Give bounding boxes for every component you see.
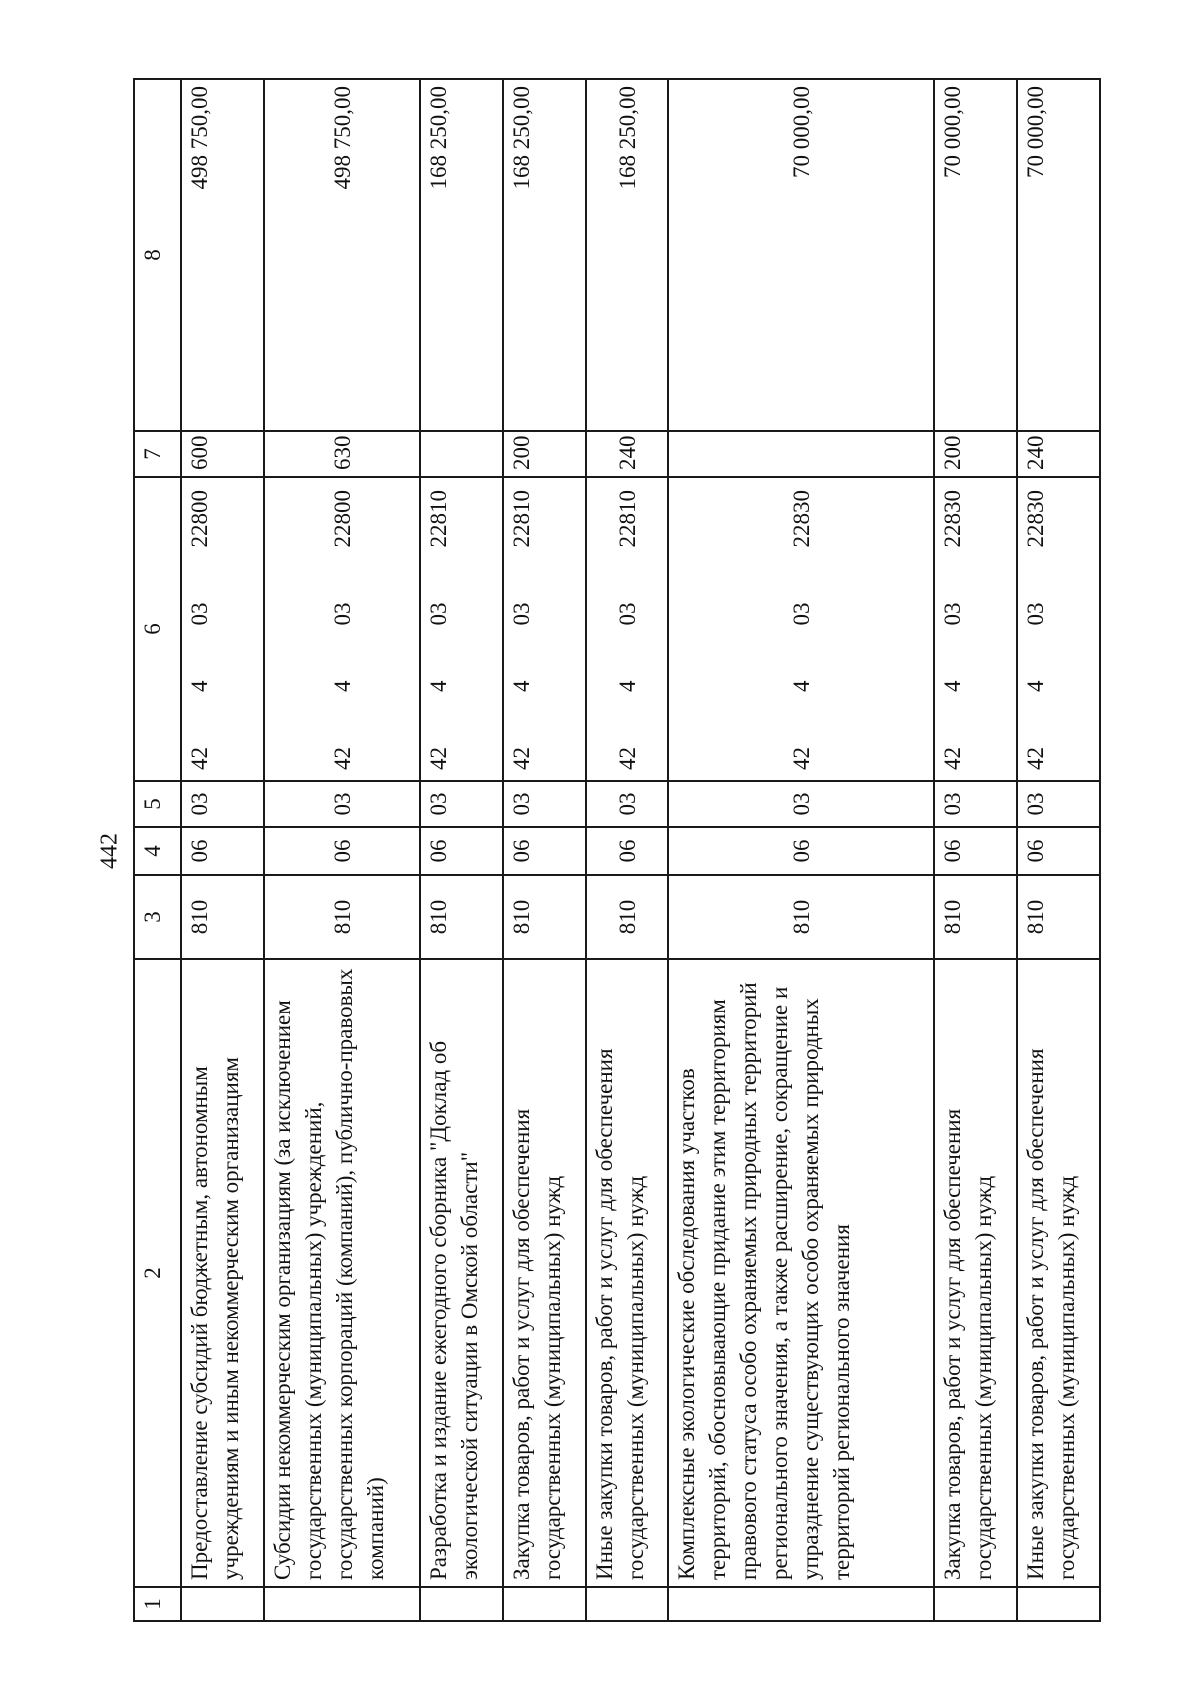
amount-cell: 70 000,00	[934, 79, 1017, 431]
csr-event: 03	[426, 602, 452, 626]
expense-type-cell: 600	[181, 431, 264, 477]
amount-cell: 168 250,00	[503, 79, 586, 431]
csr-direction: 22800	[187, 490, 213, 548]
expense-type-cell: 200	[934, 431, 1017, 477]
csr-event: 03	[508, 602, 534, 626]
row-number-cell	[586, 1587, 669, 1621]
expense-name-cell: Предоставление субсидий бюджетным, автономным учреждениям и иным некоммерческим организациям	[181, 959, 264, 1587]
csr-subprogram: 4	[508, 680, 534, 692]
ministry-code-cell: 810	[181, 875, 264, 959]
target-item-cell	[503, 477, 586, 781]
amount-cell: 70 000,00	[668, 79, 934, 431]
subsection-code-cell: 03	[586, 781, 669, 827]
expense-type-cell	[420, 431, 503, 477]
csr-event: 03	[187, 602, 213, 626]
csr-event: 03	[614, 602, 640, 626]
subsection-code-cell: 03	[420, 781, 503, 827]
expense-type-cell: 630	[264, 431, 420, 477]
rotated-page	[133, 80, 1101, 1622]
csr-program: 42	[329, 747, 355, 770]
csr-direction: 22810	[614, 490, 640, 548]
csr-direction: 22800	[329, 490, 355, 548]
csr-subprogram: 4	[1023, 680, 1049, 692]
target-item-cell	[934, 477, 1017, 781]
table-row	[264, 79, 420, 1621]
section-code-cell: 06	[181, 827, 264, 875]
csr-event: 03	[788, 602, 814, 626]
section-code-cell: 06	[586, 827, 669, 875]
target-item-cell	[586, 477, 669, 781]
row-number-cell	[264, 1587, 420, 1621]
expense-type-cell	[668, 431, 934, 477]
header-cell: 5	[134, 781, 181, 827]
table-row	[420, 79, 503, 1621]
expense-type-cell: 200	[503, 431, 586, 477]
table-row	[1017, 79, 1100, 1621]
target-item-cell	[264, 477, 420, 781]
amount-cell: 168 250,00	[420, 79, 503, 431]
subsection-code-cell: 03	[503, 781, 586, 827]
section-code-cell: 06	[668, 827, 934, 875]
section-code-cell: 06	[1017, 827, 1100, 875]
csr-program: 42	[614, 747, 640, 770]
subsection-code-cell: 03	[181, 781, 264, 827]
target-item-cell	[668, 477, 934, 781]
table-row	[181, 79, 264, 1621]
target-item-cell	[1017, 477, 1100, 781]
page-number: 442	[96, 833, 123, 869]
expense-type-cell: 240	[1017, 431, 1100, 477]
table-row	[586, 79, 669, 1621]
expense-name-cell: Иные закупки товаров, работ и услуг для обеспечения государственных (муниципальных) нужд	[1017, 959, 1100, 1587]
csr-direction: 22830	[1023, 490, 1049, 548]
csr-program: 42	[940, 747, 966, 770]
expense-name-cell: Иные закупки товаров, работ и услуг для обеспечения государственных (муниципальных) нужд	[586, 959, 669, 1587]
amount-cell: 168 250,00	[586, 79, 669, 431]
subsection-code-cell: 03	[934, 781, 1017, 827]
ministry-code-cell: 810	[503, 875, 586, 959]
header-cell: 7	[134, 431, 181, 477]
expense-name-cell: Комплексные экологические обследования участков территорий, обосновывающие придание этим территориям правового статуса особо охраняемых природных территорий регионального значения, а также расширение, сокращение и упразднение существующих особо охраняемых природных территорий регионального значения	[668, 959, 934, 1587]
subsection-code-cell: 03	[264, 781, 420, 827]
section-code-cell: 06	[503, 827, 586, 875]
ministry-code-cell: 810	[1017, 875, 1100, 959]
row-number-cell	[668, 1587, 934, 1621]
ministry-code-cell: 810	[264, 875, 420, 959]
amount-cell: 498 750,00	[264, 79, 420, 431]
section-code-cell: 06	[420, 827, 503, 875]
budget-table	[133, 78, 1101, 1622]
ministry-code-cell: 810	[668, 875, 934, 959]
row-number-cell	[181, 1587, 264, 1621]
expense-type-cell: 240	[586, 431, 669, 477]
csr-direction: 22830	[940, 490, 966, 548]
target-item-cell	[420, 477, 503, 781]
header-row	[134, 79, 181, 1621]
csr-event: 03	[329, 602, 355, 626]
header-cell: 4	[134, 827, 181, 875]
header-cell: 8	[134, 79, 181, 431]
csr-direction: 22810	[426, 490, 452, 548]
csr-program: 42	[508, 747, 534, 770]
expense-name-cell: Закупка товаров, работ и услуг для обеспечения государственных (муниципальных) нужд	[934, 959, 1017, 1587]
header-cell: 2	[134, 959, 181, 1587]
header-cell: 1	[134, 1587, 181, 1621]
csr-subprogram: 4	[788, 680, 814, 692]
csr-program: 42	[788, 747, 814, 770]
expense-name-cell: Разработка и издание ежегодного сборника "Доклад об экологической ситуации в Омской области"	[420, 959, 503, 1587]
csr-subprogram: 4	[329, 680, 355, 692]
csr-event: 03	[1023, 602, 1049, 626]
target-item-cell	[181, 477, 264, 781]
table-row	[934, 79, 1017, 1621]
csr-program: 42	[187, 747, 213, 770]
csr-subprogram: 4	[187, 680, 213, 692]
row-number-cell	[1017, 1587, 1100, 1621]
amount-cell: 70 000,00	[1017, 79, 1100, 431]
row-number-cell	[420, 1587, 503, 1621]
header-cell: 3	[134, 875, 181, 959]
section-code-cell: 06	[264, 827, 420, 875]
table-row	[503, 79, 586, 1621]
subsection-code-cell: 03	[1017, 781, 1100, 827]
subsection-code-cell: 03	[668, 781, 934, 827]
section-code-cell: 06	[934, 827, 1017, 875]
expense-name-cell: Субсидии некоммерческим организациям (за исключением государственных (муниципальных) учреждений, государственных корпораций (компаний), публично-правовых компаний)	[264, 959, 420, 1587]
ministry-code-cell: 810	[586, 875, 669, 959]
expense-name-cell: Закупка товаров, работ и услуг для обеспечения государственных (муниципальных) нужд	[503, 959, 586, 1587]
csr-program: 42	[426, 747, 452, 770]
ministry-code-cell: 810	[934, 875, 1017, 959]
ministry-code-cell: 810	[420, 875, 503, 959]
csr-subprogram: 4	[940, 680, 966, 692]
csr-subprogram: 4	[614, 680, 640, 692]
csr-direction: 22830	[788, 490, 814, 548]
csr-event: 03	[940, 602, 966, 626]
row-number-cell	[934, 1587, 1017, 1621]
csr-subprogram: 4	[426, 680, 452, 692]
header-cell: 6	[134, 477, 181, 781]
csr-program: 42	[1023, 747, 1049, 770]
table-row	[668, 79, 934, 1621]
row-number-cell	[503, 1587, 586, 1621]
csr-direction: 22810	[508, 490, 534, 548]
amount-cell: 498 750,00	[181, 79, 264, 431]
